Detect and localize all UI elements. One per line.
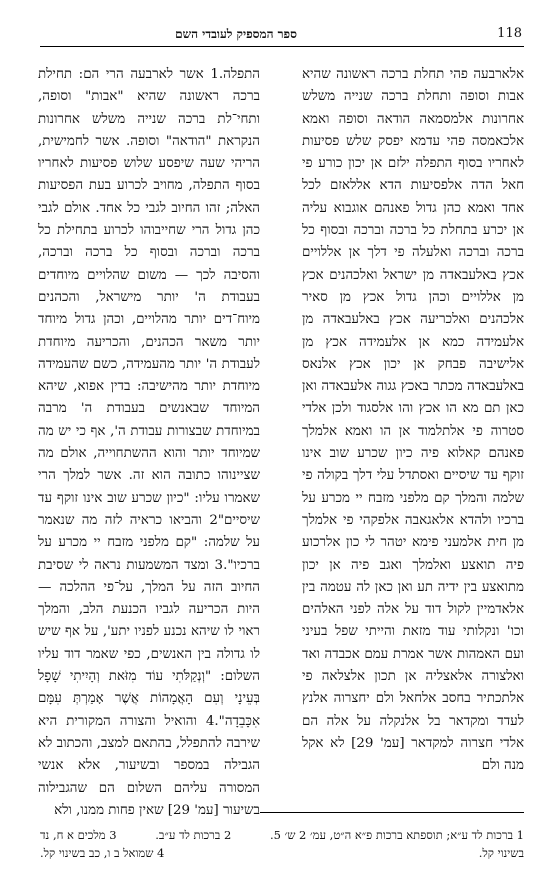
hebrew-translation-column: התפלה.1 אשר לארבעה הרי הם: תחילת ברכה ראשונה שהיא "אבות" וסופה, ותחי־לת ברכה שנייה משלש אחרונות הנקראת "הודאה" וסופה. אשר לחמישית, הריהי שעה שיפסע שלוש פסיעות לאחריו בסוף התפלה, מחויב לכרוע בעת הפסיעות האלה; זהו החיוב לגבי כל אחד. אולם לגבי כהן גדול הרי שחייבוהו לכרוע בתחילת כל ברכה וברכה ובסוף כל ברכה וברכה, והסיבה לכך — משום שהלויים מיוחדים בעבודת ה' יותר מישראל, והכהנים מיוח־דים יותר מהלויים, וכהן גדול מיוחד יותר משאר הכהנים, והכריעה מיוחדת לעבודת ה' יותר מהעמידה, כשם שהעמידה מיוחדת יותר מהישיבה: בדין אפוא, שיהא המיוחד שבאנשים בעבודת ה' מרבה במיוחדת שבצורות עבודת ה', אף כי יש מה שמיוחד יותר והוא ההשתחוייה, אולם מה שציינוהו כתובה הוא זה. אשר למלך הרי שאמרו עליו: "כיון שכרע שוב אינו זוקף עד שיסיים"2 והביאו כראיה לזה מה שנאמר על שלמה: "קם מלפני מזבח יי מכרע על ברכיו".3 ומצד המשמעות נראה לי שסיבת החיוב הזה על המלך, על־פי ההלכה — היות הכריעה לגביו הכנעת הלב, והמלך ראוי לו שיהא נכנע לפניו יתע', על אף שיש לו גדולה בין האנשים, כפי שאמר דוד עליו השלום: "וְנְקַלֹּתִי עוֹד מִזֹּאת וְהָיִיתִי שָׁפָל בְּעֵינָי וְעִם הָאֲמָהוֹת אֲשֶׁר אָמַרְתְּ עִמָּם אִכָּבֵדָה".4 והואיל והצורה המקורית היא שירבה להתפלל, בהתאם למצב, והכתוב לא הגבילה במספר ובשיעור, אלא אנשי המסורה עליהם השלום הם שהגבילוה בשיעור [עמ' 29] שאין פחות ממנו, ולא: [38, 67, 260, 818]
footnote-rule: [260, 812, 524, 813]
footnotes: [40, 826, 524, 862]
footnote-1: 1 ברכות לד ע״א; תוספתא ברכות פ״א ה״ט, עמ׳ 2 ש׳ 5.: [269, 828, 524, 842]
running-title: ספר המספיק לעובדי השם: [175, 27, 297, 41]
footnote-2: 2 ברכות לד ע״ב.: [155, 828, 232, 842]
footnote-1-continued: בשינוי קל.: [478, 846, 524, 860]
footnote-row: [40, 826, 524, 844]
arabic-source-column: אלארבעה פהי תחלת ברכה ראשונה שהיא אבות וסופה ותחלת ברכה שנייה משלש אחרונות אלמסמאה הודאה וסופה ואמא אלכאמסה פהי עדמא יפסק שלש פסיעות לאחריו בסוף התפלה ילזם אן יכון כורע פי חאל הדה אלפסיעות הדא אללאזם לכל אחד ואמא כהן גדול פאנהם אוגבוא עליה אן יכרע בתחלת כל ברכה וברכה ובסוף כל ברכה וברכה ואלעלה פי דלך אן אללויים אכץ באלעבאדה מן ישראל ואלכהנים אכץ מן אללויים וכהן גדול אכץ מן סאיר אלכהנים ואלכריעה אכץ באלעבאדה מן אלעמידה כמא אן אלעמידה אכץ מן אלישיבה פבחק אן יכון אכץ אלנאס באלעבאדה מכתר באכץ גגוה אלעבאדה ואן כאן תם מא הו אכץ והו אלסגוד ולכן אלדי סטרוה פי אלתלמוד אן הו ואמא אלמלך פאנהם קאלוא פיה כיון שכרע שוב אינו זוקף עד שיסיים ואסתדל עלי דלך בקולה פי שלמה והמלך קם מלפני מזבח יי מכרע על ברכיו ולהדא אלאגאבה אלפקהי פי אלמלך מן חית אלמעני פימא יטהר לי כון אלרכוע פיה תואצע ואלמלך ואגב פיה אן יכון מתואצע בין ידיה תע ואן כאן לה עטמה בין אלאדמיין לקול דוד על אלה לפני האלהים וכו' ונקלותי עוד מזאת והייתי שפל בעיני ועם האמהות אשר אמרת עמם אכבדה ואד ואלצורה אלאצליה אן תכון אלצלאה פי אלתכתיר בחסב אלחאל ולם יחצרוה אלנץ לעדד ומקדאר בל אלנקלה על אלה הם אלדי חצרוה למקדאר [עמ' 29] לא אקל מנה ולם: [302, 67, 524, 774]
page-header: [40, 26, 522, 46]
header-rule: [40, 46, 524, 47]
footnote-4: 4 שמואל ב ו, כב בשינוי קל.: [40, 846, 165, 860]
footnote-row: [40, 844, 524, 862]
page-number: 118: [497, 26, 522, 41]
footnote-3: 3 מלכים א ח, נד: [40, 828, 117, 842]
